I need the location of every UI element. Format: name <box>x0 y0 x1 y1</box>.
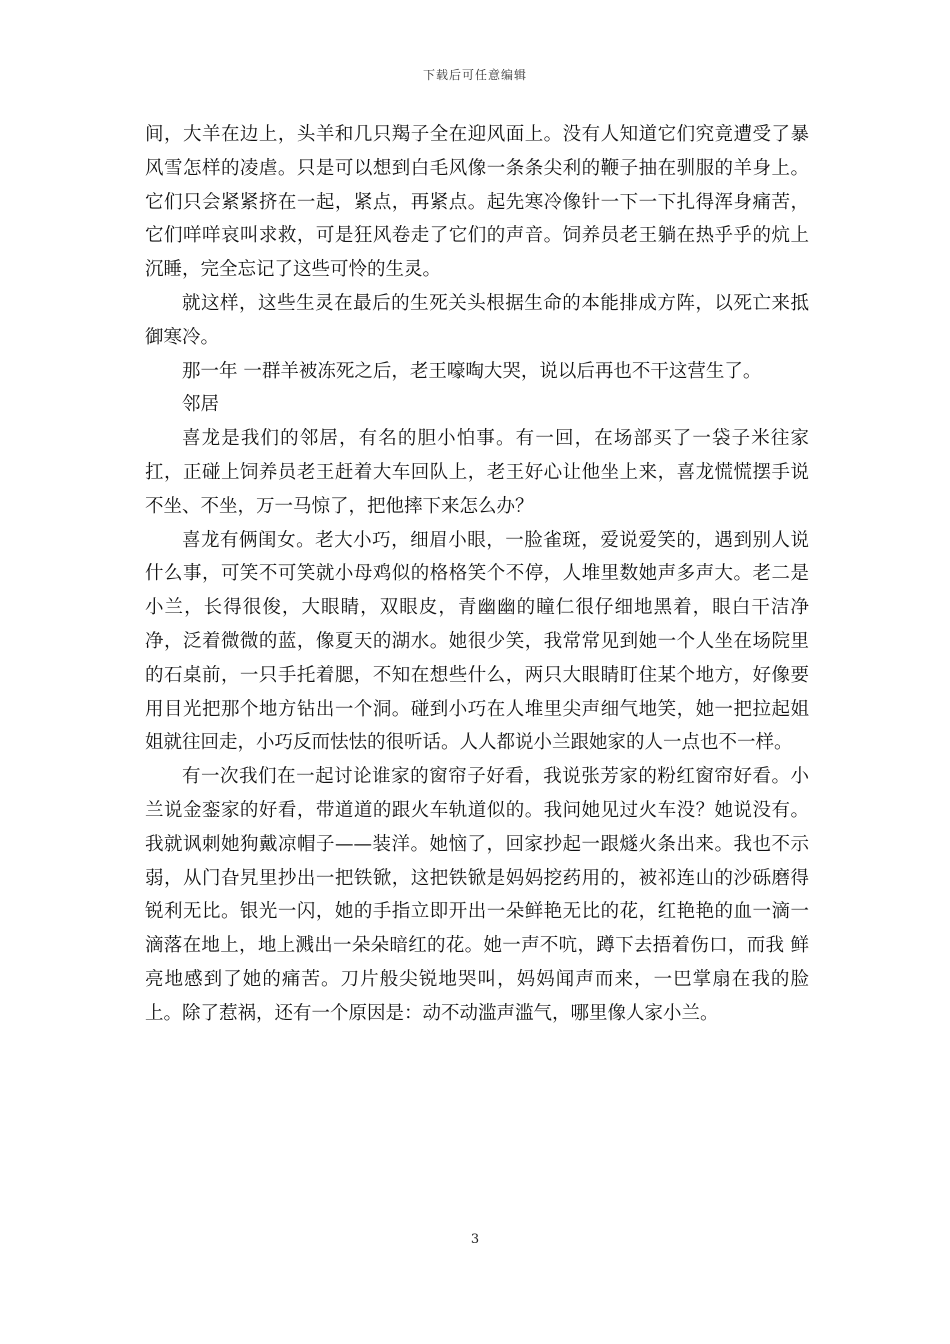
paragraph: 喜龙是我们的邻居，有名的胆小怕事。有一回，在场部买了一袋子米往家扛，正碰上饲养员老王赶着大车回队上，老王好心让他坐上来，喜龙慌慌摆手说不坐、不坐，万一马惊了，把他摔下来怎么办？ <box>145 428 809 517</box>
page-number: 3 <box>470 1232 480 1247</box>
body-text <box>145 118 809 1031</box>
page-header: 下载后可任意编辑 <box>422 68 527 82</box>
paragraph: 那一年 一群羊被冻死之后，老王嚎啕大哭，说以后再也不干这营生了。 <box>182 360 762 382</box>
section-heading: 邻居 <box>182 394 220 416</box>
paragraph: 就这样，这些生灵在最后的生死关头根据生命的本能排成方阵，以死亡来抵御寒冷。 <box>145 292 809 348</box>
paragraph: 间，大羊在边上，头羊和几只羯子全在迎风面上。没有人知道它们究竟遭受了暴风雪怎样的凌虐。只是可以想到白毛风像一条条尖利的鞭子抽在驯服的羊身上。它们只会紧紧挤在一起，紧点，再紧点。起先寒冷像针一下一下扎得浑身痛苦，它们咩咩哀叫求救，可是狂风卷走了它们的声音。饲养员老王躺在热乎乎的炕上沉睡，完全忘记了这些可怜的生灵。 <box>145 124 809 281</box>
paragraph: 喜龙有俩闺女。老大小巧，细眉小眼，一脸雀斑，爱说爱笑的，遇到别人说什么事，可笑不可笑就小母鸡似的格格笑个不停，人堆里数她声多声大。老二是小兰，长得很俊，大眼睛，双眼皮，青幽幽的瞳仁很仔细地黑着，眼白干洁净净，泛着微微的蓝，像夏天的湖水。她很少笑，我常常见到她一个人坐在场院里的石桌前，一只手托着腮，不知在想些什么，两只大眼睛盯住某个地方，好像要用目光把那个地方钻出一个洞。碰到小巧在人堆里尖声细气地笑，她一把拉起姐姐就往回走，小巧反而怯怯的很听话。人人都说小兰跟她家的人一点也不一样。 <box>145 529 809 754</box>
paragraph: 有一次我们在一起讨论谁家的窗帘子好看，我说张芳家的粉红窗帘好看。小兰说金銮家的好看，带道道的跟火车轨道似的。我问她见过火车没？她说没有。我就讽刺她狗戴凉帽子——装洋。她恼了，回家抄起一跟燧火条出来。我也不示弱，从门旮旯里抄出一把铁锨，这把铁锨是妈妈挖药用的，被祁连山的沙砾磨得锐利无比。银光一闪，她的手指立即开出一朵鲜艳无比的花，红艳艳的血一滴一滴落在地上，地上溅出一朵朵暗红的花。她一声不吭，蹲下去捂着伤口，而我 鲜亮地感到了她的痛苦。刀片般尖锐地哭叫，妈妈闻声而来，一巴掌扇在我的脸上。除了惹祸，还有一个原因是：动不动滥声滥气，哪里像人家小兰。 <box>145 766 809 1024</box>
